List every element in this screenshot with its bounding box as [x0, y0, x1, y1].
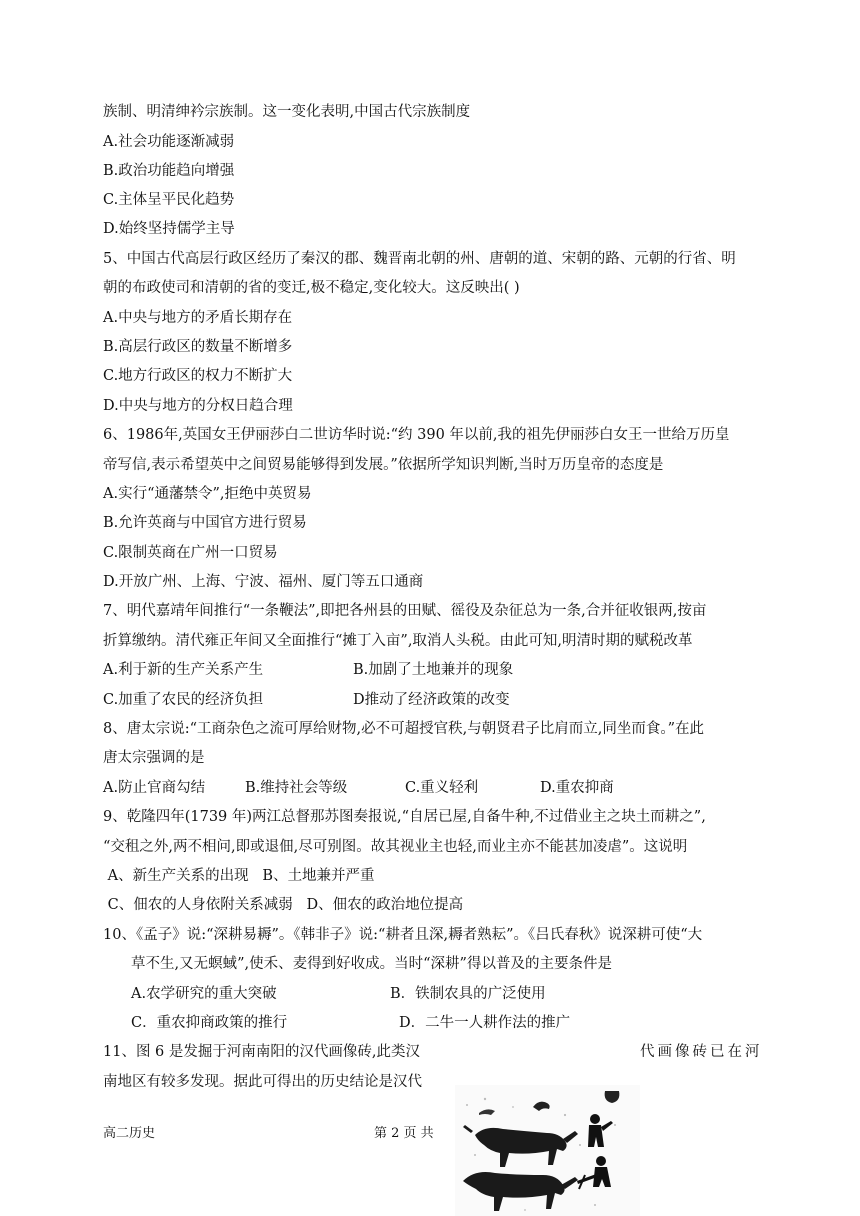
- han-brick-relief-image: [455, 1085, 640, 1216]
- q7-stem-cont: 折算缴纳。清代雍正年间又全面推行“摊丁入亩”,取消人头税。由此可知,明清时期的赋税改革: [103, 633, 693, 649]
- q6-option-d: D.开放广州、上海、宁波、福州、厦门等五口通商: [103, 574, 424, 590]
- q8-option-c: C.重义轻利: [405, 780, 479, 796]
- q9-stem-cont: “交租之外,两不相问,即或退佃,尽可别图。故其视业主也轻,而业主亦不能甚加凌虐”。这说明: [103, 839, 688, 855]
- q10-option-c: C．重农抑商政策的推行: [131, 1015, 288, 1031]
- q5-stem: 5、中国古代高层行政区经历了秦汉的郡、魏晋南北朝的州、唐朝的道、宋朝的路、元朝的行省、明: [103, 251, 736, 267]
- q6-option-c: C.限制英商在广州一口贸易: [103, 545, 278, 561]
- q8-option-d: D.重农抑商: [540, 780, 614, 796]
- q7-option-d: D推动了经济政策的改变: [353, 692, 510, 708]
- q10-option-b: B．铁制农具的广泛使用: [390, 986, 546, 1002]
- option-a: A.社会功能逐渐减弱: [103, 134, 235, 150]
- q9-options-row1: A、新生产关系的出现 B、土地兼并严重: [103, 868, 375, 884]
- q6-option-b: B.允许英商与中国官方进行贸易: [103, 515, 307, 531]
- q9-options-row2: C、佃农的人身依附关系减弱 D、佃农的政治地位提高: [103, 897, 464, 913]
- q7-option-c: C.加重了农民的经济负担: [103, 692, 264, 708]
- q5-option-a: A.中央与地方的矛盾长期存在: [103, 310, 293, 326]
- q11-stem-cont: 南地区有较多发现。据此可得出的历史结论是汉代: [103, 1074, 422, 1090]
- q10-stem: 10、《孟子》说:“深耕易耨”。《韩非子》说:“耕者且深,耨者熟耘”。《吕氏春秋》说深耕可使“大: [103, 927, 703, 943]
- q8-stem-cont: 唐太宗强调的是: [103, 750, 205, 766]
- option-c: C.主体呈平民化趋势: [103, 192, 235, 208]
- q8-stem: 8、唐太宗说:“工商杂色之流可厚给财物,必不可超授官秩,与朝贤君子比肩而立,同坐而食。”在此: [103, 721, 705, 737]
- q8-option-b: B.维持社会等级: [245, 780, 348, 796]
- q6-stem: 6、1986年,英国女王伊丽莎白二世访华时说:“约 390 年以前,我的祖先伊丽莎白女王一世给万历皇: [103, 427, 730, 443]
- stem-line: 族制、明清绅衿宗族制。这一变化表明,中国古代宗族制度: [103, 104, 471, 120]
- q7-stem: 7、明代嘉靖年间推行“一条鞭法”,即把各州县的田赋、徭役及杂征总为一条,合并征收银两,按亩: [103, 603, 707, 619]
- q10-option-d: D．二牛一人耕作法的推广: [399, 1015, 571, 1031]
- q5-stem-cont: 朝的布政使司和清朝的省的变迁,极不稳定,变化较大。这反映出( ): [103, 280, 520, 296]
- q10-stem-cont: 草不生,又无螟蜮”,使禾、麦得到好收成。当时“深耕”得以普及的主要条件是: [131, 956, 612, 972]
- q5-option-b: B.高层行政区的数量不断增多: [103, 339, 293, 355]
- q8-option-a: A.防止官商勾结: [103, 780, 206, 796]
- option-b: B.政治功能趋向增强: [103, 163, 235, 179]
- q7-option-a: A.利于新的生产关系产生: [103, 662, 264, 678]
- footer-subject: 高二历史: [103, 1126, 156, 1141]
- q9-stem: 9、乾隆四年(1739 年)两江总督那苏图奏报说,“自居已屋,自备牛种,不过借业主之块土而耕之”,: [103, 809, 706, 825]
- q7-option-b: B.加剧了土地兼并的现象: [353, 662, 514, 678]
- q5-option-d: D.中央与地方的分权日趋合理: [103, 398, 293, 414]
- q11-stem-left: 11、图 6 是发掘于河南南阳的汉代画像砖,此类汉: [103, 1044, 421, 1060]
- q10-option-a: A.农学研究的重大突破: [131, 986, 277, 1002]
- q6-stem-cont: 帝写信,表示希望英中之间贸易能够得到发展。”依据所学知识判断,当时万历皇帝的态度是: [103, 457, 664, 473]
- option-d: D.始终坚持儒学主导: [103, 221, 235, 237]
- footer-page-number: 第 2 页 共: [374, 1126, 434, 1141]
- q11-stem-right: 代画像砖已在河: [640, 1044, 763, 1060]
- q6-option-a: A.实行“通藩禁令”,拒绝中英贸易: [103, 486, 312, 502]
- q5-option-c: C.地方行政区的权力不断扩大: [103, 368, 293, 384]
